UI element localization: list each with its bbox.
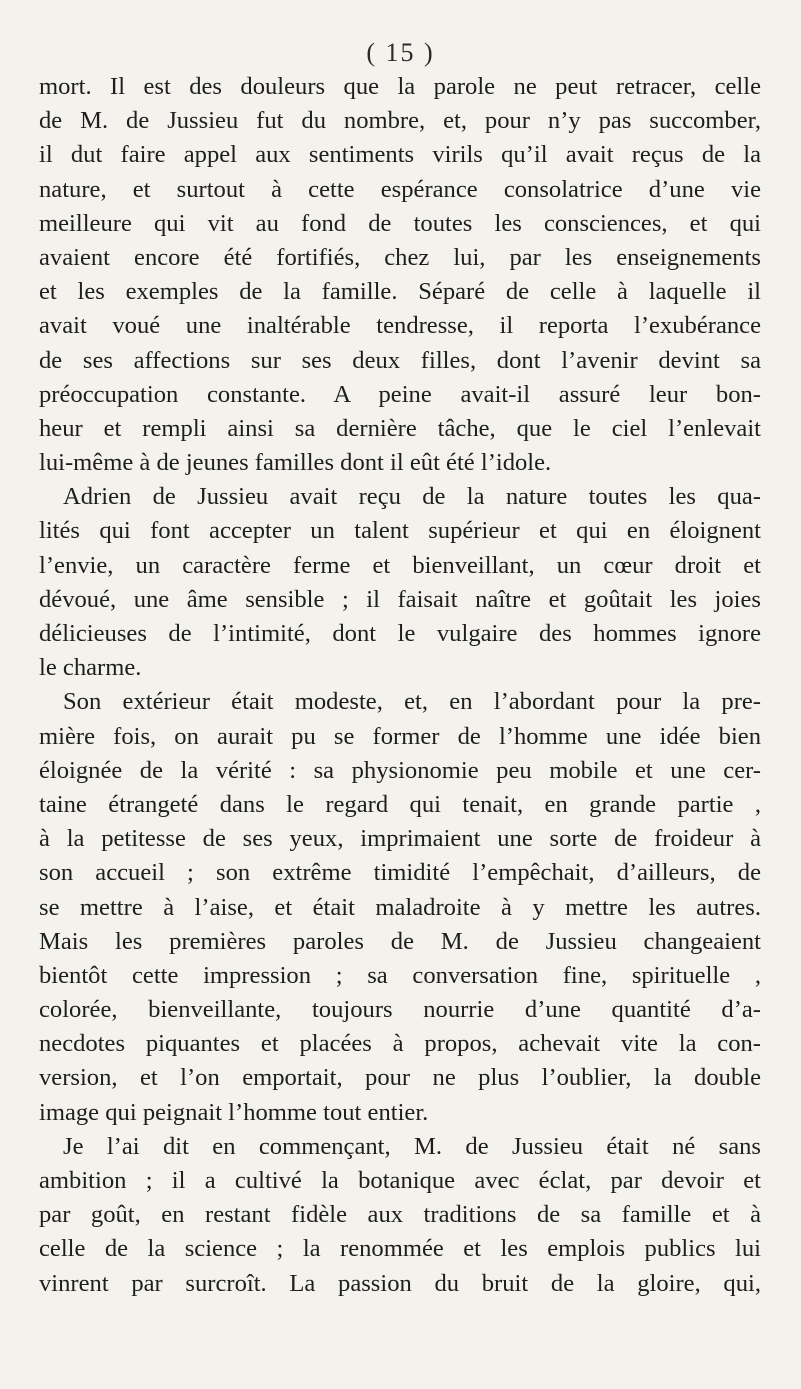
text-line: mière fois, on aurait pu se former de l’homme une idée bien xyxy=(39,722,761,750)
text-line: Mais les premières paroles de M. de Jussieu changeaient xyxy=(39,927,761,955)
text-line: le charme. xyxy=(39,654,142,682)
text-line: dévoué, une âme sensible ; il faisait naître et goûtait les joies xyxy=(39,585,761,613)
text-line: délicieuses de l’intimité, dont le vulgaire des hommes ignore xyxy=(39,620,761,647)
text-line: taine étrangeté dans le regard qui tenait, en grande partie , xyxy=(39,790,761,818)
text-line: colorée, bienveillante, toujours nourrie d’une quantité d’a- xyxy=(39,996,761,1024)
text-line: mort. Il est des douleurs que la parole ne peut retracer, celle xyxy=(39,73,761,100)
text-line: Son extérieur était modeste, et, en l’abordant pour la pre- xyxy=(63,688,761,716)
text-line: il dut faire appel aux sentiments virils qu’il avait reçus de la xyxy=(39,141,761,169)
text-line: Je l’ai dit en commençant, M. de Jussieu était né sans xyxy=(63,1132,761,1160)
text-line: par goût, en restant fidèle aux traditions de sa famille et à xyxy=(39,1201,761,1229)
text-line: à la petitesse de ses yeux, imprimaient une sorte de froideur à xyxy=(39,825,761,853)
text-line: meilleure qui vit au fond de toutes les consciences, et qui xyxy=(39,209,761,237)
text-line: avaient encore été fortifiés, chez lui, par les enseignements xyxy=(39,243,761,271)
text-line: necdotes piquantes et placées à propos, achevait vite la con- xyxy=(39,1030,761,1058)
text-line: bientôt cette impression ; sa conversation fine, spirituelle , xyxy=(39,961,761,989)
text-line: version, et l’on emportait, pour ne plus l’oublier, la double xyxy=(39,1064,761,1092)
page-number: ( 15 ) xyxy=(366,38,435,67)
text-line: ambition ; il a cultivé la botanique avec éclat, par devoir et xyxy=(39,1167,761,1194)
text-line: Adrien de Jussieu avait reçu de la nature toutes les qua- xyxy=(63,483,761,511)
text-line: éloignée de la vérité : sa physionomie peu mobile et une cer- xyxy=(39,756,761,784)
text-line: se mettre à l’aise, et était maladroite à y mettre les autres. xyxy=(39,893,761,921)
text-line: son accueil ; son extrême timidité l’empêchait, d’ailleurs, de xyxy=(39,859,761,887)
text-line: et les exemples de la famille. Séparé de celle à laquelle il xyxy=(39,278,761,306)
text-line: lités qui font accepter un talent supérieur et qui en éloignent xyxy=(39,517,761,545)
text-line: lui-même à de jeunes familles dont il eût été l’idole. xyxy=(39,449,552,477)
text-line: vinrent par surcroît. La passion du bruit de la gloire, qui, xyxy=(39,1269,761,1297)
text-line: de M. de Jussieu fut du nombre, et, pour n’y pas succomber, xyxy=(39,107,761,135)
text-line: celle de la science ; la renommée et les emplois publics lui xyxy=(39,1235,761,1263)
text-line: image qui peignait l’homme tout entier. xyxy=(39,1098,429,1126)
body-text xyxy=(39,70,761,1301)
text-line: heur et rempli ainsi sa dernière tâche, que le ciel l’enlevait xyxy=(39,414,761,442)
text-line: l’envie, un caractère ferme et bienveillant, un cœur droit et xyxy=(39,551,761,579)
text-line: nature, et surtout à cette espérance consolatrice d’une vie xyxy=(39,175,761,203)
text-line: de ses affections sur ses deux filles, dont l’avenir devint sa xyxy=(39,346,761,374)
text-line: préoccupation constante. A peine avait-il assuré leur bon- xyxy=(39,380,761,408)
text-line: avait voué une inaltérable tendresse, il reporta l’exubérance xyxy=(39,312,761,340)
